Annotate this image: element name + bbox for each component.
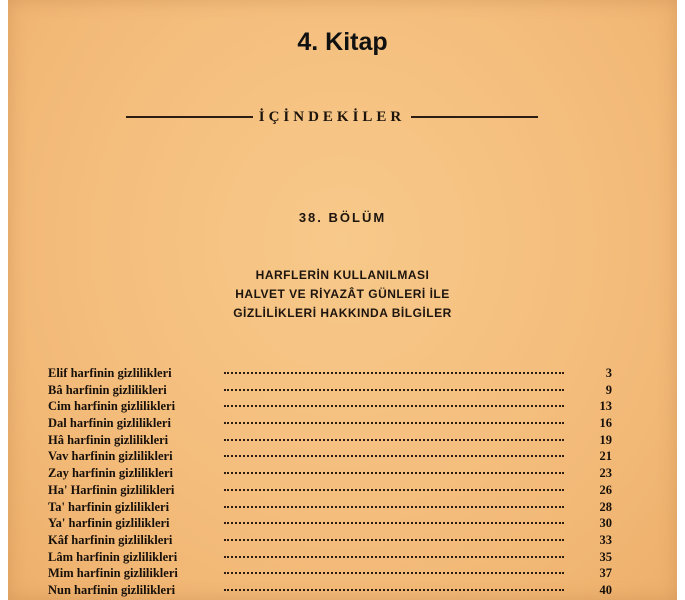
toc-entry: [48, 416, 620, 433]
toc-entry-page: 40: [599, 582, 612, 597]
toc-entry-text: Bâ harfinin gizlilikleri: [48, 382, 167, 397]
toc-entry: [48, 433, 620, 450]
toc-entry: [48, 466, 620, 483]
dot-leader: [224, 522, 564, 524]
toc-entry: [48, 399, 620, 416]
toc-entry: [48, 583, 620, 600]
toc-heading: [126, 107, 538, 127]
toc-heading-text: İÇİNDEKİLER: [258, 108, 406, 125]
dot-leader: [224, 489, 564, 491]
subtitle-line: GİZLİLİKLERİ HAKKINDA BİLGİLER: [233, 306, 452, 320]
toc-entry: [48, 516, 620, 533]
toc-entry-page: 23: [599, 466, 612, 481]
dot-leader: [224, 405, 564, 407]
toc-entry-page: 16: [599, 416, 612, 431]
toc-entry-page: 26: [599, 482, 612, 497]
toc-entry-text: Zay harfinin gizlilikleri: [48, 466, 174, 481]
dot-leader: [224, 572, 564, 574]
toc-entry-text: Elif harfinin gizlilikleri: [48, 366, 172, 380]
dot-leader: [224, 455, 564, 457]
scanned-page: [8, 0, 677, 600]
toc-entry-page: 3: [605, 366, 612, 380]
toc-entry-page: 21: [599, 449, 612, 464]
toc-entry: [48, 500, 620, 517]
toc-entry-page: 30: [599, 516, 612, 531]
subtitle-line: HALVET VE RİYAZÂT GÜNLERİ İLE: [235, 287, 450, 301]
heading-rule-left: [126, 116, 253, 118]
toc-entry-page: 19: [599, 432, 612, 447]
toc-entry-text: Lâm harfinin gizlilikleri: [48, 549, 178, 564]
toc-entry-text: Nun harfinin gizlilikleri: [48, 582, 176, 597]
chapter-subtitle: [8, 266, 677, 323]
dot-leader: [224, 539, 564, 541]
toc-entry: [48, 483, 620, 500]
dot-leader: [224, 589, 564, 591]
toc-entry-text: Ta' harfinin gizlilikleri: [48, 499, 170, 514]
toc-entry-text: Kâf harfinin gizlilikleri: [48, 532, 173, 547]
toc-entry-text: Dal harfinin gizlilikleri: [48, 416, 171, 431]
toc-entry: [48, 550, 620, 567]
toc-entry-text: Vav harfinin gizlilikleri: [48, 449, 173, 464]
dot-leader: [224, 439, 564, 441]
toc-entry: [48, 449, 620, 466]
toc-entry-text: Hâ harfinin gizlilikleri: [48, 432, 169, 447]
dot-leader: [224, 389, 564, 391]
toc-entry: [48, 383, 620, 400]
dot-leader: [224, 556, 564, 558]
page-title: 4. Kitap: [297, 28, 388, 56]
subtitle-line: HARFLERİN KULLANILMASI: [255, 268, 430, 282]
toc-entry-text: Cim harfinin gizlilikleri: [48, 399, 176, 414]
toc-entry-text: Ya' harfinin gizlilikleri: [48, 516, 170, 531]
toc-entry-page: 9: [605, 382, 612, 397]
toc-entry: [48, 366, 620, 383]
toc-entry: [48, 566, 620, 583]
dot-leader: [224, 372, 564, 374]
toc-entry-page: 28: [599, 499, 612, 514]
dot-leader: [224, 472, 564, 474]
toc-entry-page: 33: [599, 532, 612, 547]
toc-entry-page: 13: [599, 399, 612, 414]
toc-entry-text: Mim harfinin gizlilikleri: [48, 566, 178, 581]
chapter-heading: 38. BÖLÜM: [298, 210, 387, 225]
toc-entry: [48, 533, 620, 550]
heading-rule-right: [411, 116, 538, 118]
dot-leader: [224, 422, 564, 424]
toc-list: [48, 366, 620, 600]
toc-entry-page: 37: [599, 566, 612, 581]
toc-entry-page: 35: [599, 549, 612, 564]
toc-entry-text: Ha' Harfinin gizlilikleri: [48, 482, 175, 497]
dot-leader: [224, 506, 564, 508]
